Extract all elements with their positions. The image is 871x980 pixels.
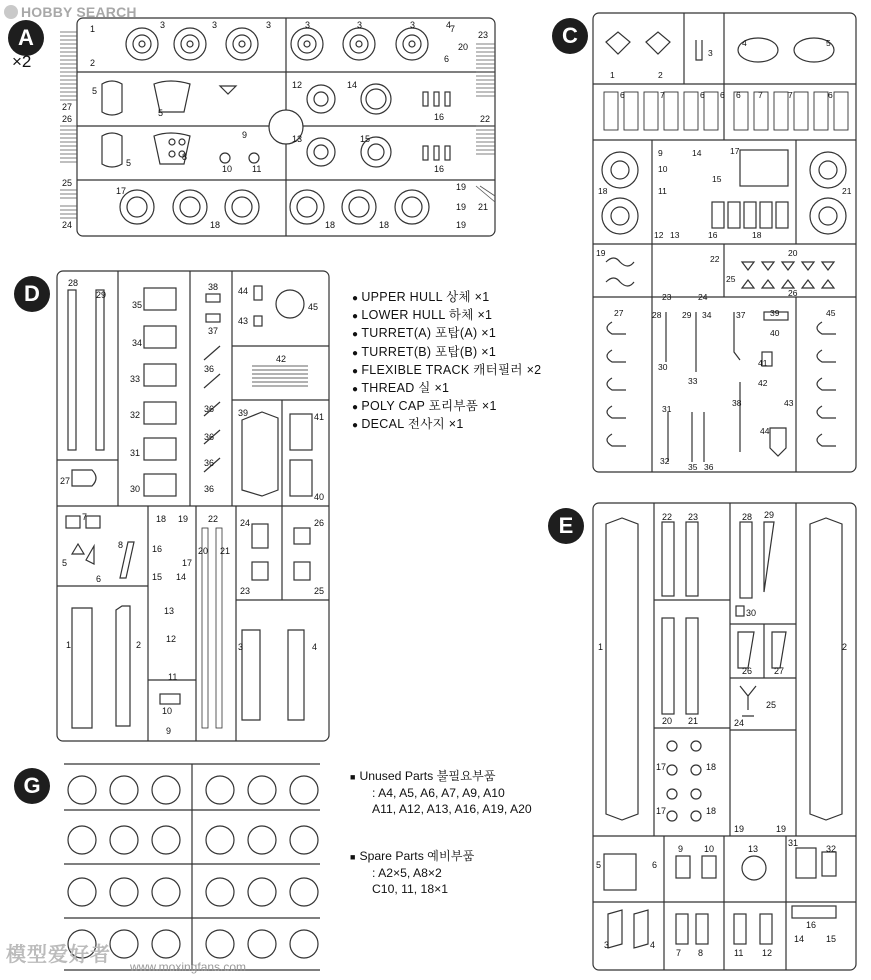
a-num: 19: [456, 202, 467, 212]
sprue-e-badge: E: [548, 508, 584, 544]
c-num: 19: [596, 248, 606, 258]
unused-parts-note: [350, 768, 532, 817]
e-num: 19: [776, 824, 787, 834]
c-num: 28: [652, 310, 662, 320]
e-num: 5: [596, 860, 602, 870]
c-num: 3: [708, 48, 713, 58]
a-num: 4: [446, 20, 452, 30]
a-num: 16: [434, 112, 445, 122]
c-num: 35: [688, 462, 698, 472]
legend-item: ● FLEXIBLE TRACK 캐터필러 ×2: [352, 362, 541, 380]
a-num: 9: [242, 130, 248, 140]
c-num: 32: [660, 456, 670, 466]
unused-parts-line: : A4, A5, A6, A7, A9, A10: [372, 786, 505, 800]
d-num: 16: [152, 544, 163, 554]
d-num: 25: [314, 586, 325, 596]
c-num: 45: [826, 308, 836, 318]
e-num: 26: [742, 666, 753, 676]
d-num: 5: [62, 558, 68, 568]
c-num: 36: [704, 462, 714, 472]
c-num: 37: [736, 310, 746, 320]
d-num: 30: [130, 484, 141, 494]
sprue-d-diagram: [56, 270, 332, 744]
d-num: 34: [132, 338, 143, 348]
unused-parts-heading: ■ Unused Parts 불필요부품: [350, 769, 496, 783]
d-num: 31: [130, 448, 141, 458]
c-num: 1: [610, 70, 615, 80]
e-num: 24: [734, 718, 745, 728]
c-num: 7: [788, 90, 793, 100]
d-num: 36: [204, 458, 215, 468]
a-num: 1: [90, 24, 96, 34]
c-num: 11: [658, 186, 667, 196]
sprue-d-badge: D: [14, 276, 50, 312]
watermark-text: HOBBY SEARCH: [21, 4, 137, 20]
legend-item: ● LOWER HULL 하체 ×1: [352, 307, 541, 325]
a-num: 11: [252, 164, 262, 174]
d-num: 6: [96, 574, 102, 584]
sprue-a-diagram: [42, 14, 498, 242]
a-num: 13: [292, 134, 303, 144]
a-num: 3: [160, 20, 166, 30]
d-num: 3: [238, 642, 244, 652]
c-num: 20: [788, 248, 798, 258]
spare-parts-line: C10, 11, 18×1: [372, 882, 449, 896]
c-num: 6: [828, 90, 833, 100]
c-num: 13: [670, 230, 680, 240]
sprue-e-diagram: [592, 502, 858, 972]
a-num: 5: [92, 86, 98, 96]
d-num: 32: [130, 410, 141, 420]
c-num: 22: [710, 254, 720, 264]
e-num: 16: [806, 920, 817, 930]
a-num: 10: [222, 164, 233, 174]
sprue-a-badge: A: [8, 20, 44, 56]
e-num: 32: [826, 844, 837, 854]
a-num: 3: [410, 20, 416, 30]
d-num: 28: [68, 278, 79, 288]
sprue-c-badge: C: [552, 18, 588, 54]
d-num: 29: [96, 290, 107, 300]
c-num: 38: [732, 398, 742, 408]
d-num: 38: [208, 282, 219, 292]
a-num: 20: [458, 42, 469, 52]
d-num: 27: [60, 476, 71, 486]
c-num: 26: [788, 288, 798, 298]
e-num: 21: [688, 716, 699, 726]
a-num: 5: [126, 158, 132, 168]
e-num: 7: [676, 948, 682, 958]
c-num: 18: [752, 230, 762, 240]
c-num: 41: [758, 358, 768, 368]
a-num: 8: [182, 152, 188, 162]
c-num: 2: [658, 70, 663, 80]
hobby-search-logo-icon: [4, 5, 18, 19]
c-num: 31: [662, 404, 672, 414]
a-num: 26: [62, 114, 73, 124]
c-num: 4: [742, 38, 747, 48]
e-num: 9: [678, 844, 684, 854]
d-num: 21: [220, 546, 231, 556]
c-num: 30: [658, 362, 668, 372]
a-num: 19: [456, 182, 467, 192]
d-num: 14: [176, 572, 187, 582]
footer-watermark-url: www.moxingfans.com: [130, 960, 247, 974]
e-num: 28: [742, 512, 753, 522]
sprue-a-multiplier: ×2: [12, 52, 32, 71]
e-num: 19: [734, 824, 745, 834]
a-num: 19: [456, 220, 467, 230]
d-num: 36: [204, 484, 215, 494]
c-num: 23: [662, 292, 672, 302]
d-num: 36: [204, 404, 215, 414]
c-num: 25: [726, 274, 736, 284]
d-num: 26: [314, 518, 325, 528]
a-num: 16: [434, 164, 445, 174]
d-num: 45: [308, 302, 319, 312]
e-num: 14: [794, 934, 805, 944]
d-num: 15: [152, 572, 163, 582]
a-num: 24: [62, 220, 73, 230]
c-num: 24: [698, 292, 708, 302]
a-num: 18: [379, 220, 390, 230]
footer-watermark-cn: 模型爱好者: [6, 944, 111, 966]
c-num: 18: [598, 186, 608, 196]
e-num: 27: [774, 666, 785, 676]
e-num: 11: [734, 948, 744, 958]
c-num: 6: [736, 90, 741, 100]
c-num: 33: [688, 376, 698, 386]
c-num: 12: [654, 230, 664, 240]
c-num: 43: [784, 398, 794, 408]
c-num: 7: [660, 90, 665, 100]
sprue-c-diagram: [592, 12, 858, 474]
unused-parts-line: A11, A12, A13, A16, A19, A20: [372, 802, 532, 816]
d-num: 39: [238, 408, 249, 418]
d-num: 24: [240, 518, 251, 528]
c-num: 6: [720, 90, 725, 100]
a-num: 27: [62, 102, 73, 112]
legend-item: ● UPPER HULL 상체 ×1: [352, 289, 541, 307]
e-num: 8: [698, 948, 704, 958]
a-num: 22: [480, 114, 491, 124]
c-num: 44: [760, 426, 770, 436]
d-num: 44: [238, 286, 249, 296]
e-num: 31: [788, 838, 799, 848]
d-num: 13: [164, 606, 175, 616]
a-num: 12: [292, 80, 303, 90]
d-num: 20: [198, 546, 209, 556]
legend-item: ● TURRET(A) 포탑(A) ×1: [352, 325, 541, 343]
d-num: 41: [314, 412, 325, 422]
d-num: 36: [204, 432, 215, 442]
d-num: 22: [208, 514, 219, 524]
a-num: 7: [450, 24, 456, 34]
e-num: 18: [706, 762, 717, 772]
c-num: 40: [770, 328, 780, 338]
kit-contents-legend: [352, 289, 541, 435]
c-num: 16: [708, 230, 718, 240]
c-num: 34: [702, 310, 712, 320]
a-num: 3: [305, 20, 311, 30]
c-num: 39: [770, 308, 780, 318]
d-num: 23: [240, 586, 251, 596]
c-num: 6: [620, 90, 625, 100]
e-num: 13: [748, 844, 759, 854]
a-num: 6: [444, 54, 450, 64]
a-num: 18: [210, 220, 221, 230]
d-num: 43: [238, 316, 249, 326]
sprue-g-badge: G: [14, 768, 50, 804]
d-num: 2: [136, 640, 142, 650]
e-num: 22: [662, 512, 673, 522]
e-num: 3: [604, 940, 610, 950]
a-num: 18: [325, 220, 336, 230]
d-num: 36: [204, 364, 215, 374]
d-num: 42: [276, 354, 287, 364]
e-num: 17: [656, 762, 667, 772]
d-num: 33: [130, 374, 141, 384]
e-num: 17: [656, 806, 667, 816]
legend-item: ● THREAD 실 ×1: [352, 380, 541, 398]
c-num: 17: [730, 146, 740, 156]
e-num: 20: [662, 716, 673, 726]
d-num: 9: [166, 726, 172, 736]
legend-item: ● TURRET(B) 포탑(B) ×1: [352, 344, 541, 362]
c-num: 21: [842, 186, 852, 196]
c-num: 15: [712, 174, 722, 184]
e-num: 1: [598, 642, 604, 652]
spare-parts-note: [350, 848, 474, 897]
a-num: 25: [62, 178, 73, 188]
d-num: 12: [166, 634, 177, 644]
e-num: 6: [652, 860, 658, 870]
c-num: 14: [692, 148, 702, 158]
a-num: 21: [478, 202, 489, 212]
d-num: 10: [162, 706, 173, 716]
c-num: 42: [758, 378, 768, 388]
d-num: 17: [182, 558, 193, 568]
a-num: 3: [266, 20, 272, 30]
d-num: 19: [178, 514, 189, 524]
e-num: 23: [688, 512, 699, 522]
a-num: 3: [212, 20, 218, 30]
spare-parts-line: : A2×5, A8×2: [372, 866, 442, 880]
a-num: 5: [158, 108, 164, 118]
e-num: 10: [704, 844, 715, 854]
d-num: 7: [82, 512, 88, 522]
a-num: 2: [90, 58, 96, 68]
c-num: 27: [614, 308, 624, 318]
d-num: 11: [168, 672, 178, 682]
d-num: 37: [208, 326, 219, 336]
d-num: 4: [312, 642, 318, 652]
a-num: 23: [478, 30, 489, 40]
c-num: 10: [658, 164, 668, 174]
e-num: 29: [764, 510, 775, 520]
legend-item: ● DECAL 전사지 ×1: [352, 416, 541, 434]
e-num: 30: [746, 608, 757, 618]
d-num: 1: [66, 640, 72, 650]
d-num: 35: [132, 300, 143, 310]
d-num: 8: [118, 540, 124, 550]
a-num: 3: [357, 20, 363, 30]
legend-item: ● POLY CAP 포리부품 ×1: [352, 398, 541, 416]
c-num: 7: [758, 90, 763, 100]
c-num: 9: [658, 148, 663, 158]
e-num: 15: [826, 934, 837, 944]
spare-parts-heading: ■ Spare Parts 예비부품: [350, 849, 474, 863]
a-num: 17: [116, 186, 127, 196]
c-num: 5: [826, 38, 831, 48]
e-num: 18: [706, 806, 717, 816]
e-num: 2: [842, 642, 848, 652]
a-num: 14: [347, 80, 358, 90]
c-num: 6: [700, 90, 705, 100]
a-num: 15: [360, 134, 371, 144]
d-num: 18: [156, 514, 167, 524]
e-num: 4: [650, 940, 656, 950]
e-num: 12: [762, 948, 773, 958]
c-num: 29: [682, 310, 692, 320]
d-num: 40: [314, 492, 325, 502]
e-num: 25: [766, 700, 777, 710]
